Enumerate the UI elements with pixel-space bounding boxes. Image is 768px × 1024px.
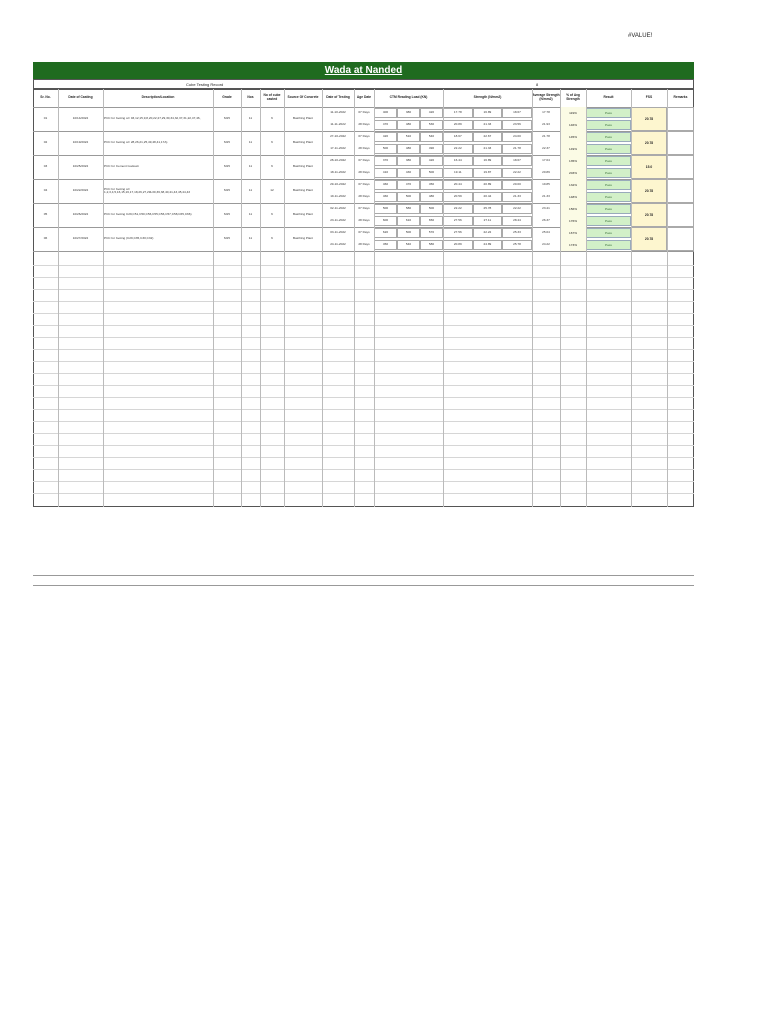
testing-date-cell: 02-11-2022 [330, 206, 346, 211]
avg-strength-cell: 24.22 [542, 242, 550, 247]
pct-strength-cell: 119% [560, 107, 586, 119]
col-header-grade: Grade [222, 95, 232, 100]
col-header-result: Result [603, 95, 614, 100]
row-line [33, 349, 694, 350]
avg-strength-cell: 21.78 [542, 134, 550, 139]
column-line [631, 89, 632, 507]
testing-date-cell: 17-11-2022 [330, 146, 346, 151]
sr-no-cell: 03 [43, 164, 48, 169]
column-line [374, 89, 375, 507]
row-line [33, 493, 694, 494]
col-header-sr: Sr. No. [40, 95, 51, 100]
col-header-remarks: Remarks [673, 95, 688, 100]
load-cell: 400 [382, 110, 389, 115]
avg-strength-cell: 26.37 [542, 218, 550, 223]
pct-strength-cell: 156% [560, 203, 586, 215]
result-pass-cell: Pass [586, 192, 631, 202]
load-cell: 510 [405, 134, 412, 139]
strength-cell: 20.89 [453, 242, 462, 247]
source-cell: Batching Plant [293, 116, 313, 121]
strength-cell: 20.44 [483, 194, 492, 199]
col-header-pct: % of Avg Strength [566, 93, 580, 101]
strength-cell: 24.89 [483, 242, 492, 247]
nos-cell: 11 [248, 236, 253, 241]
col-header-cubes: No of cube casted [263, 93, 281, 101]
load-cell: 500 [382, 146, 389, 151]
load-cell: 530 [428, 122, 435, 127]
strength-cell: 24.00 [513, 134, 521, 139]
age-cell: 28 Days [358, 146, 370, 151]
result-pass-cell: Pass [586, 240, 631, 250]
column-line [58, 89, 59, 507]
load-cell: 500 [405, 194, 412, 199]
avg-strength-cell: 21.33 [542, 194, 550, 199]
result-pass-cell: Pass [586, 204, 631, 214]
result-pass-cell: Pass [586, 156, 631, 166]
source-cell: Batching Plant [293, 236, 313, 241]
load-cell: 450 [428, 182, 435, 187]
pct-strength-cell: 176% [560, 215, 586, 227]
fss-cell: 20.78 [631, 203, 667, 227]
strength-cell: 20.89 [453, 122, 462, 127]
col-header-source: Source Of Concrete [287, 95, 319, 100]
strength-cell: 19.11 [454, 170, 462, 175]
source-cell: Batching Plant [293, 164, 313, 169]
load-cell: 460 [382, 194, 389, 199]
cubes-cell: 6 [271, 236, 273, 241]
source-cell: Batching Plant [293, 140, 313, 145]
load-cell: 470 [382, 122, 389, 127]
strength-cell: 27.56 [453, 230, 462, 235]
row-line [33, 277, 694, 278]
strength-cell: 22.22 [483, 230, 492, 235]
col-header-testing-date: Date of Testing [326, 95, 350, 100]
fss-cell: 15.0 [631, 155, 667, 179]
strength-cell: 28.44 [513, 218, 521, 223]
avg-strength-cell: 17.04 [542, 158, 550, 163]
row-line [33, 301, 694, 302]
load-cell: 380 [405, 158, 412, 163]
strength-cell: 20.00 [513, 182, 521, 187]
casting-date-cell: 10/26/2022 [72, 212, 89, 217]
row-line [33, 289, 694, 290]
column-line [532, 89, 533, 507]
remarks-cell [667, 179, 694, 203]
cubes-cell: 6 [271, 116, 273, 121]
column-line [443, 89, 444, 507]
remarks-cell [667, 203, 694, 227]
description-cell: PCC for footing c/c 03,12,15,9,8,20,22,27,29,30,34,32,37,31,22,47,46, [104, 116, 201, 121]
col-header-date: Date of Casting [68, 95, 93, 100]
cubes-cell: 6 [271, 212, 273, 217]
row-line [33, 373, 694, 374]
strength-cell: 16.44 [453, 158, 462, 163]
load-cell: 480 [428, 194, 435, 199]
age-cell: 07 Days [358, 158, 370, 163]
age-cell: 07 Days [358, 182, 370, 187]
column-line [560, 89, 561, 507]
column-line [284, 89, 285, 507]
load-cell: 500 [428, 170, 435, 175]
grade-cell: M15 [223, 236, 231, 241]
description-cell: PCC for footing (C29,C35,C30,C32) [104, 236, 154, 241]
load-cell: 480 [405, 146, 412, 151]
strength-cell: 23.56 [513, 122, 521, 127]
remarks-cell [667, 107, 694, 131]
row-line [33, 313, 694, 314]
strength-cell: 20.44 [453, 182, 462, 187]
pct-strength-cell: 145% [560, 131, 586, 143]
cubes-cell: 6 [271, 140, 273, 145]
load-cell: 570 [428, 230, 435, 235]
load-cell: 370 [382, 158, 389, 163]
testing-date-cell: 19-11-2022 [330, 194, 346, 199]
strength-cell: 21.33 [483, 122, 492, 127]
load-cell: 580 [405, 206, 412, 211]
column-line [213, 89, 214, 507]
nos-cell: 11 [248, 212, 253, 217]
result-pass-cell: Pass [586, 108, 631, 118]
strength-cell: 18.67 [513, 158, 521, 163]
result-pass-cell: Pass [586, 180, 631, 190]
load-cell: 540 [428, 134, 435, 139]
load-cell: 540 [405, 242, 412, 247]
testing-date-cell: 27-10-2022 [330, 134, 346, 139]
strength-cell: 22.22 [453, 146, 462, 151]
strength-cell: 16.89 [483, 158, 492, 163]
strength-cell: 17.78 [453, 110, 462, 115]
testing-date-cell: 28-10-2022 [330, 158, 346, 163]
source-cell: Batching Plant [293, 188, 313, 193]
nos-cell: 11 [248, 164, 253, 169]
description-cell: PCC for footing c/c 28,26,21,25,49,48,41,17A) [104, 140, 168, 145]
strength-cell: 22.67 [483, 134, 492, 139]
fss-cell: 20.78 [631, 131, 667, 155]
sr-no-cell: 01 [43, 116, 48, 121]
fss-cell: 20.78 [631, 107, 667, 131]
row-line [33, 481, 694, 482]
fss-cell: 20.78 [631, 179, 667, 203]
pct-strength-cell: 173% [560, 239, 586, 251]
col-header-avg: Average Strength (N/mm2) [532, 93, 560, 101]
sub-header-right: 8 [536, 82, 539, 87]
description-cell: PCC for footing C29,C51,C50,C56,C55,C56,C57,C58,C65,C66) [104, 212, 192, 217]
row-line [33, 385, 694, 386]
pct-strength-cell: 148% [560, 191, 586, 203]
row-line [33, 433, 694, 434]
avg-strength-cell: 21.93 [542, 122, 550, 127]
age-cell: 28 Days [358, 242, 370, 247]
load-cell: 480 [405, 122, 412, 127]
pct-strength-cell: 132% [560, 179, 586, 191]
column-line [667, 89, 668, 507]
pct-strength-cell: 135% [560, 155, 586, 167]
grade-cell: M15 [223, 164, 231, 169]
row-line [33, 409, 694, 410]
cubes-cell: 12 [270, 188, 274, 193]
load-cell: 580 [428, 242, 435, 247]
sr-no-cell: 02 [43, 140, 48, 145]
testing-date-cell: 11-10-2022 [330, 110, 346, 115]
load-cell: 420 [382, 134, 389, 139]
age-cell: 07 Days [358, 134, 370, 139]
load-cell: 500 [405, 230, 412, 235]
nos-cell: 11 [248, 188, 253, 193]
col-header-load: CTM Reading Load (KN) [389, 95, 428, 100]
remarks-cell [667, 155, 694, 179]
testing-date-cell: 11-11-2022 [330, 122, 346, 127]
group-divider [33, 251, 694, 252]
col-header-desc: Description/Location [141, 95, 175, 100]
load-cell: 460 [382, 182, 389, 187]
load-cell: 470 [405, 182, 412, 187]
description-cell: PCC for Cement Godown [104, 164, 140, 169]
age-cell: 07 Days [358, 110, 370, 115]
pct-strength-cell: 146% [560, 119, 586, 131]
sr-no-cell: 04 [43, 188, 48, 193]
strength-cell: 18.67 [453, 134, 462, 139]
remarks-cell [667, 227, 694, 251]
testing-date-cell: 23-11-2022 [330, 218, 346, 223]
avg-strength-cell: 23.41 [542, 206, 550, 211]
avg-strength-cell: 17.78 [542, 110, 550, 115]
col-header-strength: Strength (N/mm2) [473, 95, 502, 100]
column-line [103, 89, 104, 507]
strength-cell: 21.33 [483, 146, 492, 151]
sr-no-cell: 05 [43, 212, 48, 217]
row-line [33, 397, 694, 398]
column-line [586, 89, 587, 507]
load-cell: 620 [382, 230, 389, 235]
column-line [241, 89, 242, 507]
nos-cell: 11 [248, 140, 253, 145]
row-line [33, 445, 694, 446]
col-header-nos: Nos [247, 95, 254, 100]
load-cell: 500 [428, 206, 435, 211]
sub-header-left: Cube Testing Record [186, 82, 224, 87]
casting-date-cell: 10/27/2022 [72, 236, 89, 241]
grade-cell: M15 [223, 212, 231, 217]
pct-strength-cell: 167% [560, 227, 586, 239]
result-pass-cell: Pass [586, 144, 631, 154]
result-pass-cell: Pass [586, 132, 631, 142]
strength-cell: 25.33 [513, 230, 521, 235]
load-cell: 500 [382, 206, 389, 211]
row-line [33, 325, 694, 326]
pct-strength-cell: 149% [560, 143, 586, 155]
grade-cell: M15 [223, 116, 231, 121]
strength-cell: 27.56 [453, 218, 462, 223]
column-line [322, 89, 323, 507]
load-cell: 410 [382, 170, 389, 175]
description-cell: PCC for footing c/c 1,2,3,4,5,16,15,16,17,18,26,27,29L30,36,38,40,41,43,45,44,43 [104, 186, 191, 194]
result-pass-cell: Pass [586, 228, 631, 238]
column-line [354, 89, 355, 507]
load-cell: 380 [405, 110, 412, 115]
result-pass-cell: Pass [586, 216, 631, 226]
row-line [33, 337, 694, 338]
avg-strength-cell: 22.37 [542, 146, 550, 151]
row-line [33, 457, 694, 458]
row-line [33, 361, 694, 362]
row-line [33, 421, 694, 422]
age-cell: 28 Days [358, 170, 370, 175]
sr-no-cell: 06 [43, 236, 48, 241]
age-cell: 07 Days [358, 206, 370, 211]
load-cell: 610 [405, 218, 412, 223]
load-cell: 430 [405, 170, 412, 175]
testing-date-cell: 03-11-2022 [330, 230, 346, 235]
testing-date-cell: 24-11-2022 [330, 242, 346, 247]
sub-header-row [33, 79, 694, 89]
strength-cell: 22.22 [513, 206, 521, 211]
load-cell: 600 [382, 218, 389, 223]
strength-cell: 27.11 [483, 218, 492, 223]
age-cell: 28 Days [358, 194, 370, 199]
strength-cell: 20.89 [483, 182, 492, 187]
load-cell: 450 [382, 242, 389, 247]
row-line [33, 469, 694, 470]
col-header-age: Age Date [356, 95, 372, 100]
page-cut-gap [33, 508, 694, 515]
strength-cell: 16.89 [483, 110, 492, 115]
result-pass-cell: Pass [586, 168, 631, 178]
column-line [260, 89, 261, 507]
avg-strength-cell: 19.85 [542, 182, 550, 187]
strength-cell: 25.78 [513, 242, 521, 247]
source-cell: Batching Plant [293, 212, 313, 217]
repeat-bottom-row [33, 575, 694, 586]
load-cell: 420 [428, 110, 435, 115]
strength-cell: 22.22 [453, 206, 462, 211]
casting-date-cell: 10/25/2022 [72, 164, 89, 169]
age-cell: 07 Days [358, 230, 370, 235]
cubes-cell: 6 [271, 164, 273, 169]
strength-cell: 18.67 [513, 110, 521, 115]
testing-date-cell: 29-10-2022 [330, 182, 346, 187]
casting-date-cell: 10/14/2022 [72, 116, 89, 121]
nos-cell: 11 [248, 116, 253, 121]
strength-cell: 22.22 [513, 170, 521, 175]
sheet-title: Wada at Nanded [324, 65, 403, 76]
load-cell: 490 [428, 146, 435, 151]
strength-cell: 25.78 [483, 206, 492, 211]
avg-strength-cell: 20.89 [542, 170, 550, 175]
strength-cell: 20.59 [453, 194, 462, 199]
grade-cell: M15 [223, 140, 231, 145]
age-cell: 28 Days [358, 218, 370, 223]
error-cell: #VALUE! [628, 33, 653, 39]
remarks-cell [667, 131, 694, 155]
result-pass-cell: Pass [586, 120, 631, 130]
casting-date-cell: 10/19/2022 [72, 140, 89, 145]
fss-cell: 20.78 [631, 227, 667, 251]
testing-date-cell: 18-11-2022 [330, 170, 346, 175]
pct-strength-cell: 203% [560, 167, 586, 179]
load-cell: 420 [428, 158, 435, 163]
row-line [33, 265, 694, 266]
grade-cell: M15 [223, 188, 231, 193]
strength-cell: 21.33 [513, 194, 521, 199]
sheet-title-banner [33, 62, 694, 79]
col-header-fss: FSS [645, 95, 653, 100]
age-cell: 28 Days [358, 122, 370, 127]
strength-cell: 21.78 [513, 146, 521, 151]
avg-strength-cell: 25.04 [542, 230, 550, 235]
strength-cell: 19.87 [483, 170, 492, 175]
casting-date-cell: 10/22/2022 [72, 188, 89, 193]
load-cell: 650 [428, 218, 435, 223]
